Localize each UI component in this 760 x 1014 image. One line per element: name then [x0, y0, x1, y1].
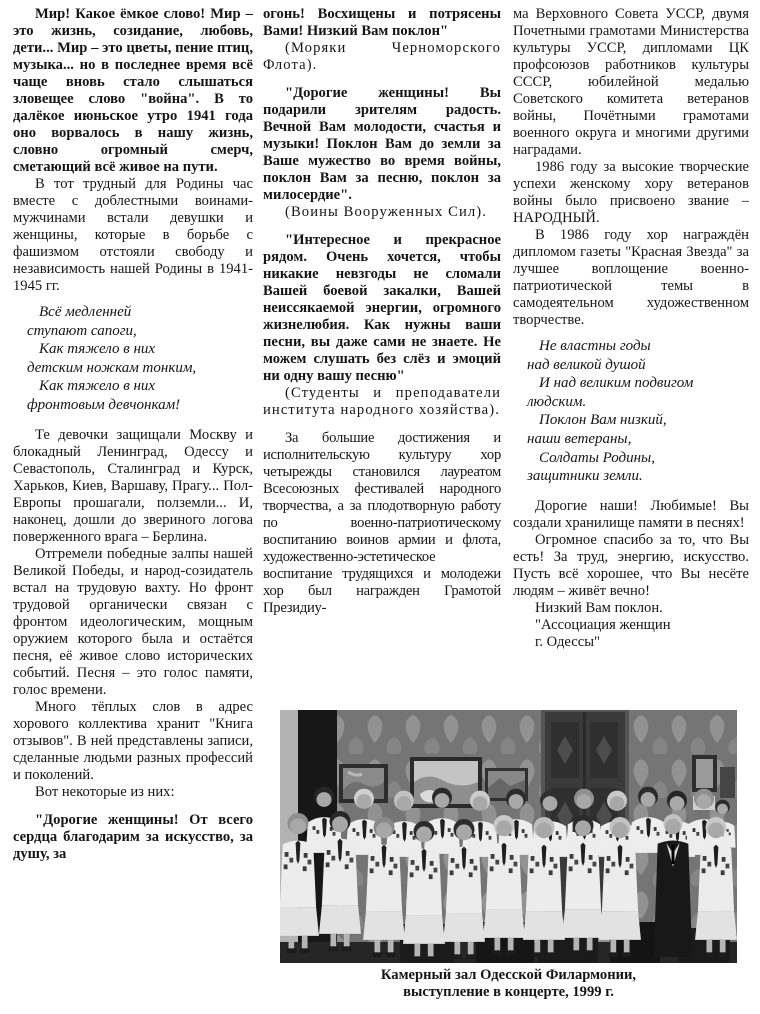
lead-paragraph: Мир! Какое ёмкое слово! Мир – это жизнь, созидание, любовь, дети... Мир – это цветы, пение птиц, музыка... но в последнее время всё чаще вновь стало слышаться зловещее слово "война". В то далёкое июньское утро 1941 года оно ворвалось в нашу жизнь, словно огромный смерч, сметающий всё живое на пути. — [13, 6, 253, 175]
quote-paragraph: "Дорогие женщины! От всего сердца благодарим за искусство, за душу, за — [13, 811, 253, 862]
choir-photo-graphic — [280, 710, 737, 963]
quote-paragraph: "Дорогие женщины! Вы подарили зрителям радость. Вечной Вам молодости, счастья и музыки! Поклон Вам до земли за Ваше мужество во время войны, поклон Вам за песню, поклон за милосердие". — [263, 85, 501, 203]
signature-line: "Ассоциация женщин — [535, 616, 671, 633]
poem-boots — [13, 303, 253, 415]
poem-line: Солдаты Родины, — [539, 449, 655, 466]
attribution: (Воины Вооруженных Сил). — [285, 204, 487, 220]
column-right — [513, 6, 749, 754]
choir-photo — [280, 710, 737, 963]
poem-line: Как тяжело в них — [39, 341, 156, 358]
paragraph: 1986 году за высокие творческие успехи женскому хору ветеранов войны было присвоено звание – НАРОДНЫЙ. — [513, 159, 749, 226]
poem-line: Не властны годы — [539, 338, 651, 354]
poem-line: Всё медленней — [39, 304, 132, 320]
poem-line: наши ветераны, — [527, 430, 632, 447]
poem-line: детским ножкам тонким, — [27, 359, 197, 376]
photo-caption — [280, 967, 737, 1000]
column-left — [13, 6, 253, 1006]
quote-paragraph: огонь! Восхищены и потрясены Вами! Низкий Вам поклон" — [263, 6, 501, 39]
paragraph: В 1986 году хор награждён дипломом газеты "Красная Звезда" за лучшее воплощение военно-патриотической темы в самодеятельном художественном творчестве. — [513, 227, 749, 328]
attribution: (Студенты и преподаватели института народного хозяйства). — [263, 385, 501, 418]
paragraph: Вот некоторые из них: — [35, 783, 175, 800]
photo-caption-line2: выступление в концерте, 1999 г. — [403, 983, 614, 1000]
quote-paragraph: "Интересное и прекрасное рядом. Очень хочется, чтобы никакие невзгоды не сломали Вашей боевой закалки, Вашей неиссякаемой энергии, огромного жизнелюбия. Как нужны ваши песни, вы даже сами не знаете. Не можем слушать без слёз и эмоций ни одну вашу песню" — [263, 232, 501, 384]
poem-veterans — [513, 337, 749, 486]
poem-line: людским. — [527, 393, 587, 410]
signature-line: г. Одессы" — [535, 633, 600, 650]
poem-line: над великой душой — [527, 356, 646, 373]
paragraph: Много тёплых слов в адрес хорового коллектива хранит "Книга отзывов". В ней представлены записи, сделанные людьми разных профессий и поколений. — [13, 698, 253, 783]
poem-line: ступают сапоги, — [27, 322, 137, 339]
poem-line: Как тяжело в них — [39, 378, 156, 395]
poem-line: фронтовым девчонкам! — [27, 396, 181, 413]
paragraph: Те девочки защищали Москву и блокадный Ленинград, Одессу и Севастополь, Сталинград и Курск, Харьков, Киев, Варшаву, Прагу... Пол-Европы прошагали, полземли... И, наконец, дошли до звериного логова поверженного врага – Берлина. — [13, 426, 253, 545]
poem-line: защитники земли. — [527, 468, 643, 485]
paragraph: Низкий Вам поклон. — [535, 599, 663, 616]
paragraph: Отгремели победные залпы нашей Великой Победы, и народ-созидатель встал на трудовую вахту. Но фронт трудовой органически связан с фронтом идеологическим, мощным оружием которого была и остаётся песня, её живое слово исторических событий. Песня – это голос памяти, голос времени. — [13, 545, 253, 698]
paragraph: Дорогие наши! Любимые! Вы создали хранилище памяти в песнях! — [513, 497, 749, 531]
paragraph: За большие достижения и исполнительскую культуру хор четырежды становился лауреатом Всесоюзных фестивалей народного творчества, а за плодотворную работу по военно-патриотическому воспитанию воинов армии и флота, художественно-эстетическое воспитание трудящихся и молодежи хор был награжден Грамотой Президиу- — [263, 430, 501, 616]
poem-line: И над великим подвигом — [539, 375, 694, 392]
attribution: (Моряки Черноморского Флота). — [263, 40, 501, 73]
paragraph: Огромное спасибо за то, что Вы есть! За труд, энергию, искусство. Пусть всё хорошее, что Вы несёте людям – живёт вечно! — [513, 531, 749, 599]
column-middle — [263, 6, 501, 706]
paragraph: ма Верховного Совета УССР, двумя Почетными грамотами Министерства культуры УССР, дипломами ЦК профсоюзов работников культуры СССР, юбилейной медалью Советского комитета ветеранов войны, Почётными грамотами военного округа и многими другими наградами. — [513, 6, 749, 158]
paragraph: В тот трудный для Родины час вместе с доблестными воинами-мужчинами встали девушки и женщины, которые в борьбе с фашизмом отстояли свободу и независимость нашей Родины в 1941-1945 гг. — [13, 176, 253, 294]
poem-line: Поклон Вам низкий, — [539, 412, 667, 429]
photo-caption-line1: Камерный зал Одесской Филармонии, — [380, 967, 637, 983]
